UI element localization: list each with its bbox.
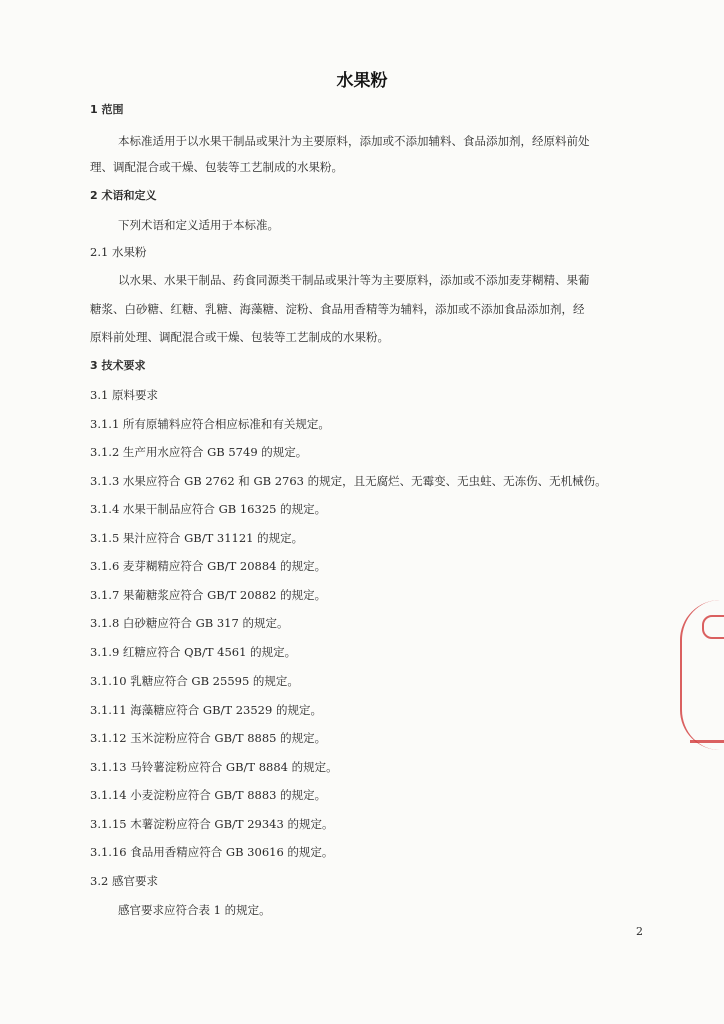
section-1-body-line-2: 理、调配混合或干燥、包装等工艺制成的水果粉。 [90,160,343,174]
section-2-1-body-line-1: 以水果、水果干制品、药食同源类干制品或果汁等为主要原料，添加或不添加麦芽糊精、果葡 [118,273,590,287]
requirement-item: 3.1.10 乳糖应符合 GB 25595 的规定。 [90,674,299,688]
page-title: 水果粉 [336,71,388,91]
requirement-item: 3.1.5 果汁应符合 GB/T 31121 的规定。 [90,531,304,545]
requirement-item: 3.1.12 玉米淀粉应符合 GB/T 8885 的规定。 [90,731,327,745]
requirement-item: 3.1.4 水果干制品应符合 GB 16325 的规定。 [90,502,327,516]
requirement-item: 3.1.9 红糖应符合 QB/T 4561 的规定。 [90,645,297,659]
requirement-item: 3.1.15 木薯淀粉应符合 GB/T 29343 的规定。 [90,817,334,831]
page-number: 2 [636,925,643,938]
section-2-heading: 2 术语和定义 [90,189,157,202]
section-2-1-heading: 2.1 水果粉 [90,245,147,259]
red-seal-stamp-mark [702,615,724,639]
section-3-heading: 3 技术要求 [90,359,146,372]
section-1-body-line-1: 本标准适用于以水果干制品或果汁为主要原料，添加或不添加辅料、食品添加剂，经原料前处 [118,134,590,148]
section-3-1-heading: 3.1 原料要求 [90,388,158,402]
requirement-item: 3.1.2 生产用水应符合 GB 5749 的规定。 [90,445,308,459]
section-2-1-body-line-3: 原料前处理、调配混合或干燥、包装等工艺制成的水果粉。 [90,330,389,344]
requirement-item: 3.1.8 白砂糖应符合 GB 317 的规定。 [90,616,289,630]
requirement-item: 3.1.6 麦芽糊精应符合 GB/T 20884 的规定。 [90,559,327,573]
red-seal-stamp-line [690,740,724,743]
requirement-item: 3.1.7 果葡糖浆应符合 GB/T 20882 的规定。 [90,588,327,602]
requirement-item: 3.1.16 食品用香精应符合 GB 30616 的规定。 [90,845,334,859]
requirement-item: 3.1.14 小麦淀粉应符合 GB/T 8883 的规定。 [90,788,327,802]
requirement-item: 3.1.1 所有原辅料应符合相应标准和有关规定。 [90,417,330,431]
section-2-1-body-line-2: 糖浆、白砂糖、红糖、乳糖、海藻糖、淀粉、食品用香精等为辅料，添加或不添加食品添加剂，经 [90,302,585,316]
section-3-2-body: 感官要求应符合表 1 的规定。 [118,903,271,917]
requirement-item: 3.1.13 马铃薯淀粉应符合 GB/T 8884 的规定。 [90,760,338,774]
section-2-body: 下列术语和定义适用于本标准。 [118,218,279,232]
requirement-item: 3.1.3 水果应符合 GB 2762 和 GB 2763 的规定，且无腐烂、无霉变、无虫蛀、无冻伤、无机械伤。 [90,474,607,488]
section-3-2-heading: 3.2 感官要求 [90,874,158,888]
requirement-item: 3.1.11 海藻糖应符合 GB/T 23529 的规定。 [90,703,322,717]
section-1-heading: 1 范围 [90,103,124,116]
